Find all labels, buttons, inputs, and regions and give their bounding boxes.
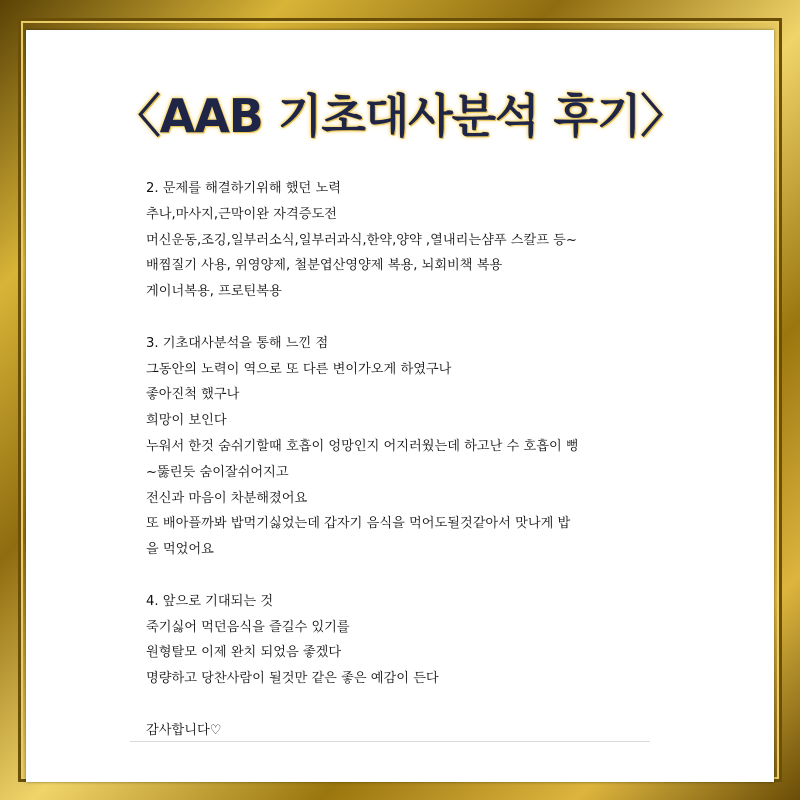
section-2-line: 머신운동,조깅,일부러소식,일부러과식,한약,양약 ,열내리는샴푸 스칼프 등~ — [146, 232, 577, 248]
section-3-line: 좋아진척 했구나 — [146, 387, 240, 403]
section-3-line: 누워서 한것 숨쉬기할때 호흡이 엉망인지 어지러웠는데 하고난 수 호흡이 뻥 — [146, 438, 579, 454]
section-2-line: 배찜질기 사용, 위영양제, 철분엽산영양제 복용, 뇌회비책 복용 — [146, 258, 503, 274]
section-3-line: 희망이 보인다 — [146, 413, 227, 429]
section-3-line: 을 먹었어요 — [146, 542, 214, 558]
bottom-divider — [130, 741, 650, 742]
section-3-line: ~뚫린듯 숨이잘쉬어지고 — [146, 464, 289, 480]
section-4-line: 죽기싫어 먹던음식을 즐길수 있기를 — [146, 619, 350, 635]
section-2-line: 추나,마사지,근막이완 자격증도전 — [146, 206, 337, 222]
section-4-line: 명량하고 당찬사람이 될것만 같은 좋은 예감이 든다 — [146, 671, 439, 687]
section-4-line: 원형탈모 이제 완치 되었음 좋겠다 — [146, 645, 342, 661]
section-3-line: 전신과 마음이 차분해졌어요 — [146, 490, 308, 506]
closing-text: 감사합니다♡ — [146, 722, 222, 738]
page-title: 〈AAB 기초대사분석 후기〉 — [114, 89, 686, 143]
section-2-line: 게이너복용, 프로틴복용 — [146, 284, 282, 300]
section-4-heading: 4. 앞으로 기대되는 것 — [146, 593, 274, 609]
section-2-heading: 2. 문제를 해결하기위해 했던 노력 — [146, 181, 341, 196]
section-3-line: 또 배아플까봐 밥먹기싫었는데 갑자기 음식을 먹어도될것같아서 맛나게 밥 — [146, 516, 571, 532]
spacer — [146, 305, 666, 331]
section-3-heading: 3. 기초대사분석을 통해 느낀 점 — [146, 335, 329, 351]
section-3-line: 그동안의 노력이 역으로 또 다른 변이가오게 하였구나 — [146, 361, 452, 377]
spacer — [146, 563, 666, 589]
review-body — [146, 176, 666, 744]
spacer — [146, 692, 666, 718]
